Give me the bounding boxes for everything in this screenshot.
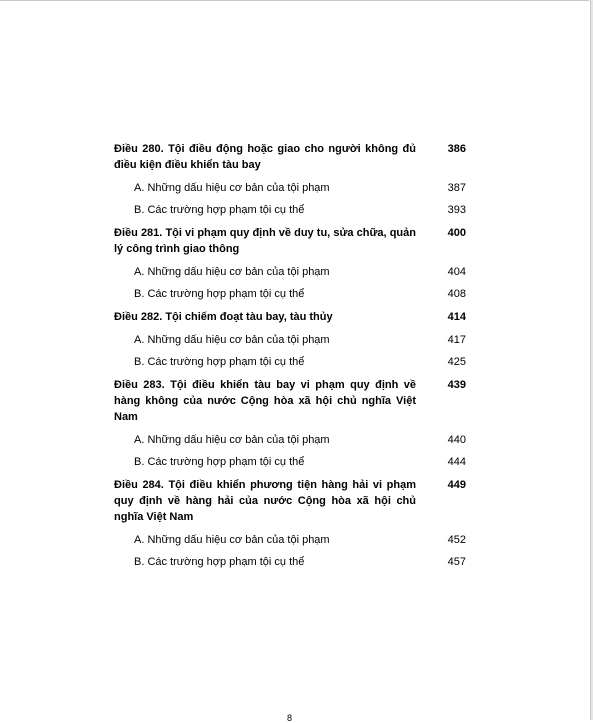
page-number: 8: [287, 713, 293, 723]
toc-sub-entry[interactable]: [114, 532, 466, 548]
toc-sub-title: A. Những dấu hiệu cơ bản của tội phạm: [134, 434, 330, 446]
toc-sub-title: A. Những dấu hiệu cơ bản của tội phạm: [134, 334, 330, 346]
page-border-top: [0, 0, 589, 1]
toc-heading-title: Điều 282. Tội chiếm đoạt tàu bay, tàu thủy: [114, 311, 333, 323]
toc-sub-title: A. Những dấu hiệu cơ bản của tội phạm: [134, 182, 330, 194]
toc-page-number: 439: [447, 379, 466, 391]
toc-heading-dieu-282[interactable]: [114, 309, 466, 325]
toc-page-number: 425: [447, 356, 466, 368]
toc-heading-dieu-281[interactable]: [114, 225, 466, 257]
toc-sub-title: B. Các trường hợp phạm tội cụ thể: [134, 556, 305, 568]
toc-page-number: 386: [447, 143, 466, 155]
toc-sub-entry[interactable]: [114, 332, 466, 348]
toc-heading-dieu-284[interactable]: [114, 477, 466, 525]
table-of-contents: [114, 141, 466, 570]
toc-page-number: 449: [447, 479, 466, 491]
toc-sub-entry[interactable]: [114, 354, 466, 370]
toc-page-number: 457: [447, 556, 466, 568]
toc-heading-title: Điều 280. Tội điều động hoặc giao cho người không đủ điều kiện điều khiển tàu bay: [114, 143, 416, 171]
toc-page-number: 387: [447, 182, 466, 194]
toc-sub-entry[interactable]: [114, 202, 466, 218]
toc-sub-title: A. Những dấu hiệu cơ bản của tội phạm: [134, 266, 330, 278]
toc-sub-title: A. Những dấu hiệu cơ bản của tội phạm: [134, 534, 330, 546]
toc-heading-dieu-280[interactable]: [114, 141, 466, 173]
toc-heading-title: Điều 281. Tội vi phạm quy định về duy tu, sửa chữa, quản lý công trình giao thông: [114, 227, 416, 255]
toc-sub-entry[interactable]: [114, 554, 466, 570]
toc-sub-entry[interactable]: [114, 180, 466, 196]
toc-sub-entry[interactable]: [114, 264, 466, 280]
toc-heading-title: Điều 283. Tội điều khiển tàu bay vi phạm quy định về hàng không của nước Cộng hòa xã hội chủ nghĩa Việt Nam: [114, 379, 416, 423]
toc-sub-entry[interactable]: [114, 432, 466, 448]
toc-page-number: 417: [447, 334, 466, 346]
toc-sub-entry[interactable]: [114, 454, 466, 470]
toc-sub-title: B. Các trường hợp phạm tội cụ thể: [134, 204, 305, 216]
toc-sub-title: B. Các trường hợp phạm tội cụ thể: [134, 288, 305, 300]
toc-sub-title: B. Các trường hợp phạm tội cụ thể: [134, 456, 305, 468]
toc-page-number: 408: [447, 288, 466, 300]
toc-page-number: 444: [447, 456, 466, 468]
toc-page-number: 393: [447, 204, 466, 216]
toc-page-number: 414: [447, 311, 466, 323]
toc-heading-dieu-283[interactable]: [114, 377, 466, 425]
toc-heading-title: Điều 284. Tội điều khiển phương tiện hàng hải vi phạm quy định về hàng hải của nước Cộng hòa xã hội chủ nghĩa Việt Nam: [114, 479, 416, 523]
toc-page-number: 400: [447, 227, 466, 239]
toc-sub-title: B. Các trường hợp phạm tội cụ thể: [134, 356, 305, 368]
toc-page-number: 440: [447, 434, 466, 446]
toc-page-number: 452: [447, 534, 466, 546]
toc-page-number: 404: [447, 266, 466, 278]
toc-sub-entry[interactable]: [114, 286, 466, 302]
